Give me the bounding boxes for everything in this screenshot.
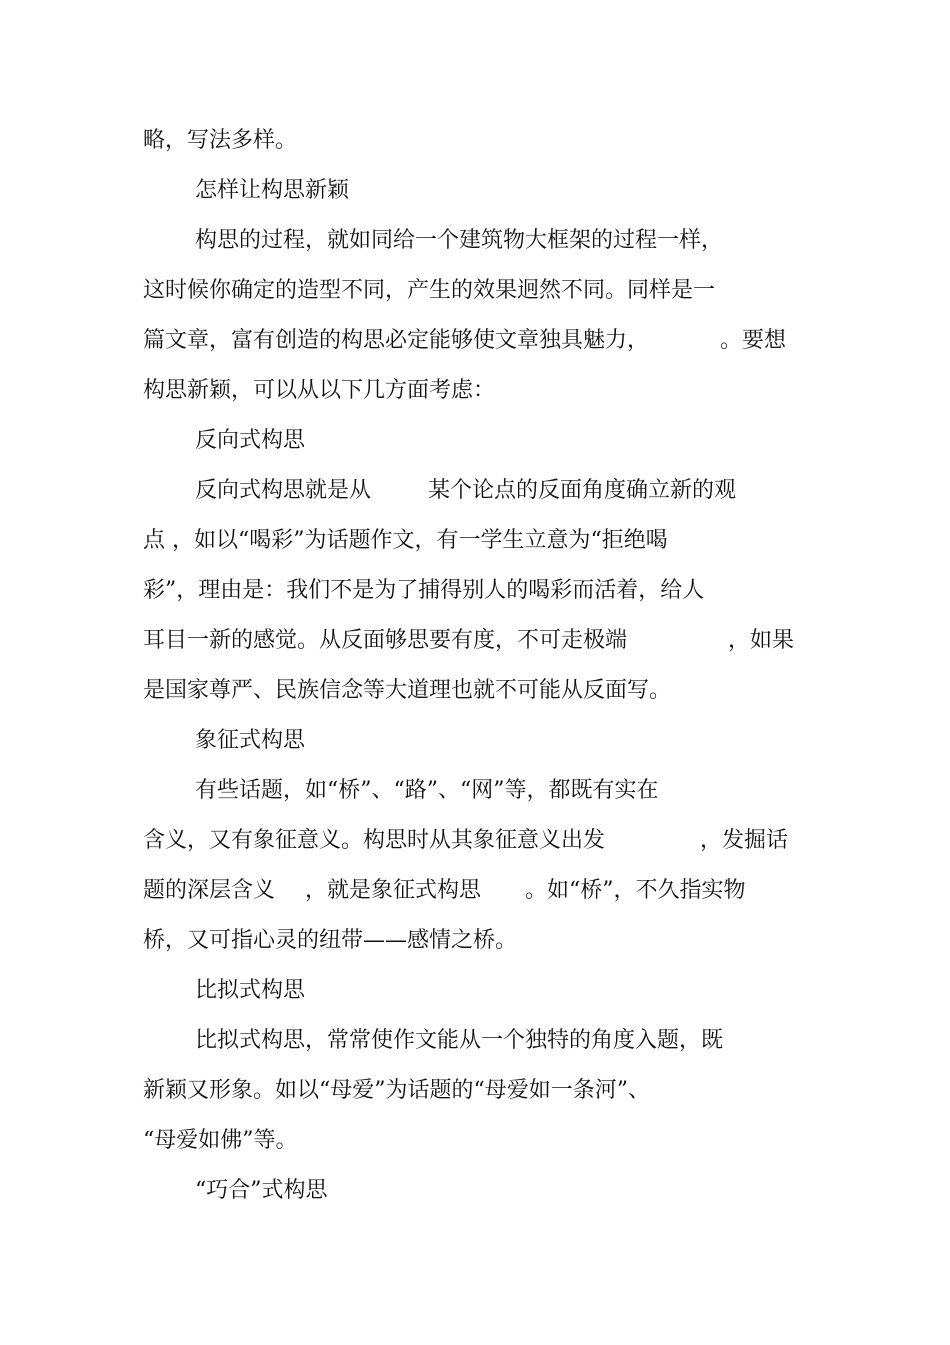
text-line: 题的深层含义: [143, 878, 276, 903]
text-line: 耳目一新的感觉。从反面够思要有度，不可走极端: [143, 628, 628, 653]
text-line: 构思的过程，就如同给一个建筑物大框架的过程一样，: [195, 228, 724, 253]
section-heading: 反向式构思: [195, 428, 306, 453]
text-line: ，如果: [728, 628, 795, 653]
text-line: 桥，又可指心灵的纽带——感情之桥。: [143, 928, 518, 953]
section-heading: 象征式构思: [195, 728, 306, 753]
text-line: 含义，又有象征意义。构思时从其象征意义出发: [143, 828, 606, 853]
section-heading: “巧合”式构思: [195, 1178, 328, 1203]
text-line: 略，写法多样。: [143, 128, 298, 153]
text-line: 某个论点的反面角度确立新的观: [428, 478, 737, 503]
text-line: 比拟式构思，常常使作文能从一个独特的角度入题，既: [195, 1028, 724, 1053]
section-heading: 比拟式构思: [195, 978, 306, 1003]
text-line: 新颖又形象。如以“母爱”为话题的“母爱如一条河”、: [143, 1078, 650, 1103]
text-line: ，就是象征式构思: [305, 878, 482, 903]
text-line: “母爱如佛”等。: [143, 1128, 298, 1153]
text-line: 这时候你确定的造型不同，产生的效果迥然不同。同样是一: [143, 278, 716, 303]
text-line: 有些话题，如“桥”、“路”、“网”等，都既有实在: [195, 778, 659, 803]
text-line: 篇文章，富有创造的构思必定能够使文章独具魅力，: [143, 328, 650, 353]
text-line: 彩”，理由是：我们不是为了捕得别人的喝彩而活着，给人: [143, 578, 705, 603]
section-heading: 怎样让构思新颖: [195, 178, 350, 203]
text-line: 构思新颖，可以从以下几方面考虑：: [143, 378, 496, 403]
text-line: ，发掘话: [700, 828, 789, 853]
text-line: 反向式构思就是从: [195, 478, 372, 503]
text-line: 是国家尊严、民族信念等大道理也就不可能从反面写。: [143, 678, 672, 703]
text-line: 点 ，如以“喝彩”为话题作文，有一学生立意为“拒绝喝: [143, 528, 668, 553]
text-line: 。要想: [720, 328, 787, 353]
text-line: 。如“桥”，不久指实物: [525, 878, 746, 903]
